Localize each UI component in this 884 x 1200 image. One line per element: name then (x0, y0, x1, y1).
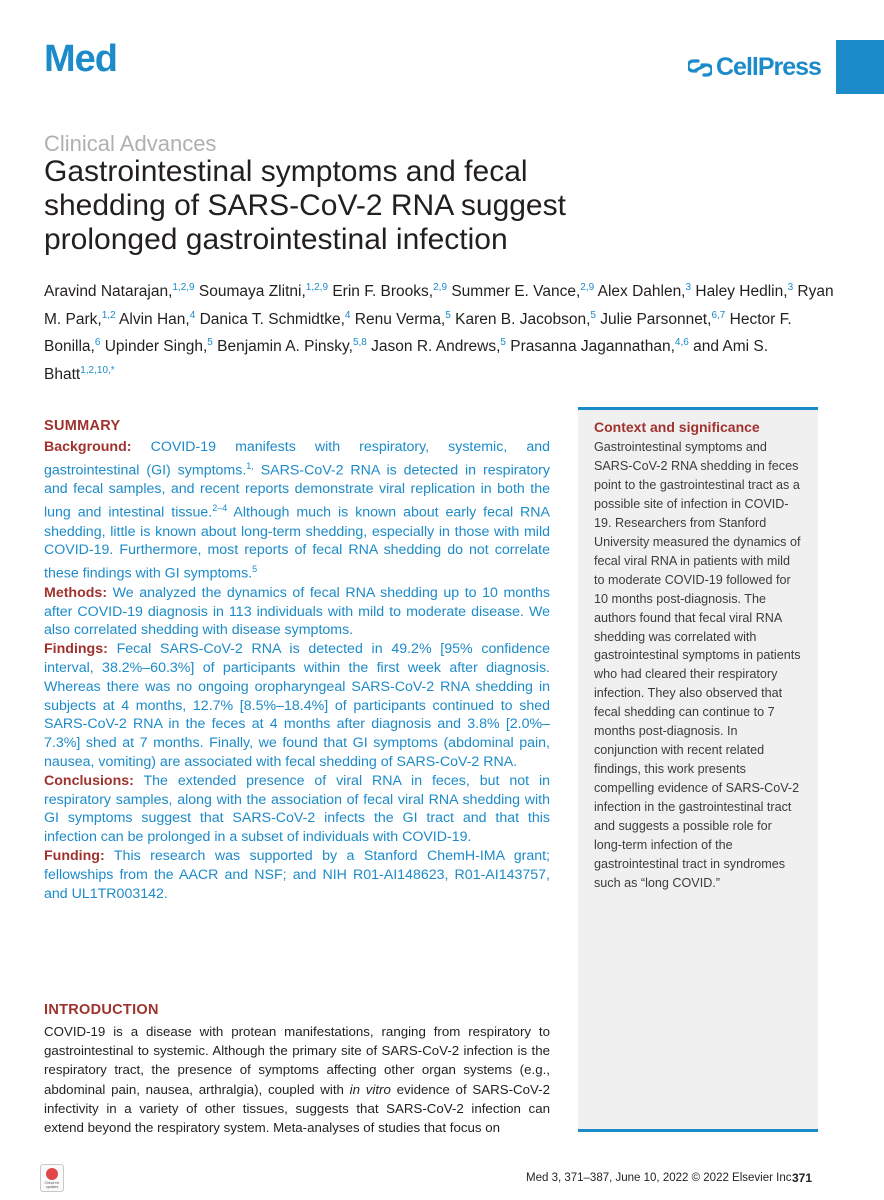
author-affiliation-ref[interactable]: 2,9 (580, 282, 595, 293)
check-for-updates-icon[interactable] (40, 1164, 64, 1192)
summary-section (44, 418, 550, 903)
author-name[interactable]: Upinder Singh, (100, 338, 208, 356)
author-affiliation-ref[interactable]: 2,9 (433, 282, 448, 293)
context-text: Gastrointestinal symptoms and SARS-CoV-2 RNA shedding in feces point to the gastrointestinal tract as a possible site of infection in COVID-19. Researchers from Stanford University measured the dynamics of fecal viral RNA in patients with mild to moderate COVID-19 followed for 10 months post-diagnosis. The authors found that fecal viral RNA shedding was correlated with gastrointestinal symptoms in patients who had cleared their respiratory infection. They also observed that fecal shedding can continue to 7 months post-diagnosis. In conjunction with recent related findings, this work presents compelling evidence of SARS-CoV-2 infection in the gastrointestinal tract and suggests a possible role for long-term infection of the gastrointestinal tract in syndromes such as “long COVID.” (594, 440, 801, 890)
check-updates-label: Check for updates (44, 1181, 60, 1189)
author-name[interactable]: Alvin Han, (115, 310, 190, 328)
summary-text (44, 438, 550, 903)
introduction-text (44, 1022, 550, 1137)
author-affiliation-ref[interactable]: 1,2,9 (305, 282, 329, 293)
author-affiliation-ref[interactable]: 5 (500, 337, 506, 349)
conclusions-label: Conclusions: (44, 772, 134, 789)
author-affiliation-ref[interactable]: 6,7 (711, 309, 726, 321)
cellpress-link-icon (688, 57, 712, 79)
author-name[interactable]: and Ami S. Bhatt (44, 338, 769, 384)
publisher-logo (688, 53, 821, 82)
conclusions-text: The extended presence of viral RNA in feces, but not in respiratory samples, along with the association of fecal viral RNA shedding with GI symptoms suggest that SARS-CoV-2 infects the GI tract and that this infection can be prolonged in a subset of individuals with COVID-19. (44, 772, 550, 846)
author-affiliation-ref[interactable]: 1,2 (101, 309, 116, 321)
context-significance-box (578, 407, 818, 1132)
background-text: SARS-CoV-2 RNA is detected in respiratory and fecal samples, and recent reports demonstrate viral replication in both the lung and intestinal tissue. (44, 462, 550, 521)
corner-tab (836, 40, 884, 94)
background-text: COVID-19 manifests with respiratory, systemic, and gastrointestinal (GI) symptoms. (44, 439, 550, 479)
footer-citation: Med 3, 371–387, June 10, 2022 © 2022 Elsevier Inc. (526, 1172, 795, 1184)
author-name[interactable]: Alex Dahlen, (594, 283, 686, 301)
citation-ref[interactable]: 5 (252, 564, 258, 575)
citation-ref[interactable]: 1, (246, 460, 254, 471)
author-name[interactable]: Julie Parsonnet, (595, 310, 712, 328)
background-label: Background: (44, 439, 132, 455)
author-name[interactable]: Jason R. Andrews, (366, 338, 501, 356)
author-affiliation-ref[interactable]: 4 (344, 309, 351, 321)
context-heading: Context and significance (594, 419, 760, 435)
intro-italic: in vitro (349, 1081, 391, 1097)
author-affiliation-ref[interactable]: 5 (445, 309, 451, 321)
author-name[interactable]: Haley Hedlin, (691, 283, 788, 301)
methods-text: We analyzed the dynamics of fecal RNA shedding up to 10 months after COVID-19 diagnosis in 113 individuals with mild to moderate disease. We also correlated shedding with disease symptoms. (44, 584, 550, 639)
author-list (44, 276, 834, 387)
author-affiliation-ref[interactable]: 5 (207, 337, 213, 349)
author-affiliation-ref[interactable]: 1,2,10,* (80, 364, 115, 376)
article-title: Gastrointestinal symptoms and fecal shedding of SARS-CoV-2 RNA suggest prolonged gastrointestinal infection (44, 155, 566, 256)
author-name[interactable]: Summer E. Vance, (447, 283, 581, 301)
page-number: 371 (792, 1171, 813, 1185)
author-name[interactable]: Hector F. Bonilla, (44, 310, 792, 356)
author-affiliation-ref[interactable]: 4 (189, 309, 196, 321)
funding-text: This research was supported by a Stanford ChemH-IMA grant; fellowships from the AACR and NSF; and NIH R01-AI148623, R01-AI143757, and UL1TR003142. (44, 847, 550, 902)
author-name[interactable]: Renu Verma, (350, 310, 446, 328)
article-type: Clinical Advances (44, 131, 217, 156)
author-name[interactable]: Soumaya Zlitni, (194, 283, 306, 301)
author-affiliation-ref[interactable]: 1,2,9 (172, 282, 195, 293)
intro-text-part: COVID-19 is a disease with protean manifestations, ranging from respiratory to gastrointestinal to systemic. Although the primary site of SARS-CoV-2 infection is the respiratory tract, the presence of symptoms affecting other organ systems (e.g., abdominal pain, nausea, arthralgia), coupled with (44, 1024, 550, 1097)
author-name[interactable]: Erin F. Brooks, (328, 283, 434, 301)
summary-heading: SUMMARY (44, 418, 121, 434)
findings-label: Findings: (44, 641, 108, 658)
author-name[interactable]: Prasanna Jagannathan, (505, 338, 675, 356)
author-name[interactable]: Karen B. Jacobson, (450, 310, 591, 328)
funding-label: Funding: (44, 847, 105, 864)
author-affiliation-ref[interactable]: 3 (685, 282, 692, 293)
intro-text-part: evidence of SARS-CoV-2 infectivity in a variety of other tissues, suggests that SARS-CoV-2 infection can extend beyond the respiratory system. Meta-analyses of studies that focus on (44, 1081, 550, 1136)
check-updates-dot (46, 1168, 58, 1180)
publisher-name: CellPress (716, 53, 821, 81)
author-affiliation-ref[interactable]: 4,6 (674, 337, 689, 349)
introduction-section (44, 1002, 550, 1137)
author-name[interactable]: Benjamin A. Pinsky, (212, 338, 353, 356)
background-text: Although much is known about early fecal RNA shedding, little is known about long-term shedding, especially in those with mild COVID-19. Furthermore, most reports of fecal RNA shedding do not correlate these findings with GI symptoms. (44, 504, 551, 582)
author-affiliation-ref[interactable]: 6 (94, 337, 101, 349)
author-name[interactable]: Danica T. Schmidtke, (195, 310, 345, 328)
citation-ref[interactable]: 2–4 (212, 503, 228, 514)
introduction-heading: INTRODUCTION (44, 1002, 159, 1018)
author-name[interactable]: Ryan M. Park, (44, 283, 834, 328)
author-affiliation-ref[interactable]: 5,8 (352, 337, 367, 349)
author-name[interactable]: Aravind Natarajan, (44, 283, 173, 301)
author-affiliation-ref[interactable]: 3 (787, 282, 794, 293)
methods-label: Methods: (44, 584, 108, 601)
journal-logo: Med (44, 38, 117, 80)
findings-text: Fecal SARS-CoV-2 RNA is detected in 49.2% [95% confidence interval, 38.2%–60.3%] of participants within the first week after diagnosis. Whereas there was no ongoing oropharyngeal SARS-CoV-2 RNA shedding in subjects at 4 months, 12.7% [8.5%–18.4%] of participants continued to shed SARS-CoV-2 RNA in the feces at 4 months after diagnosis and 3.8% [2.0%–7.3%] shed at 7 months. Finally, we found that GI symptoms (abdominal pain, nausea, vomiting) are associated with fecal shedding of SARS-CoV-2 RNA. (44, 641, 550, 770)
author-affiliation-ref[interactable]: 5 (590, 309, 596, 321)
